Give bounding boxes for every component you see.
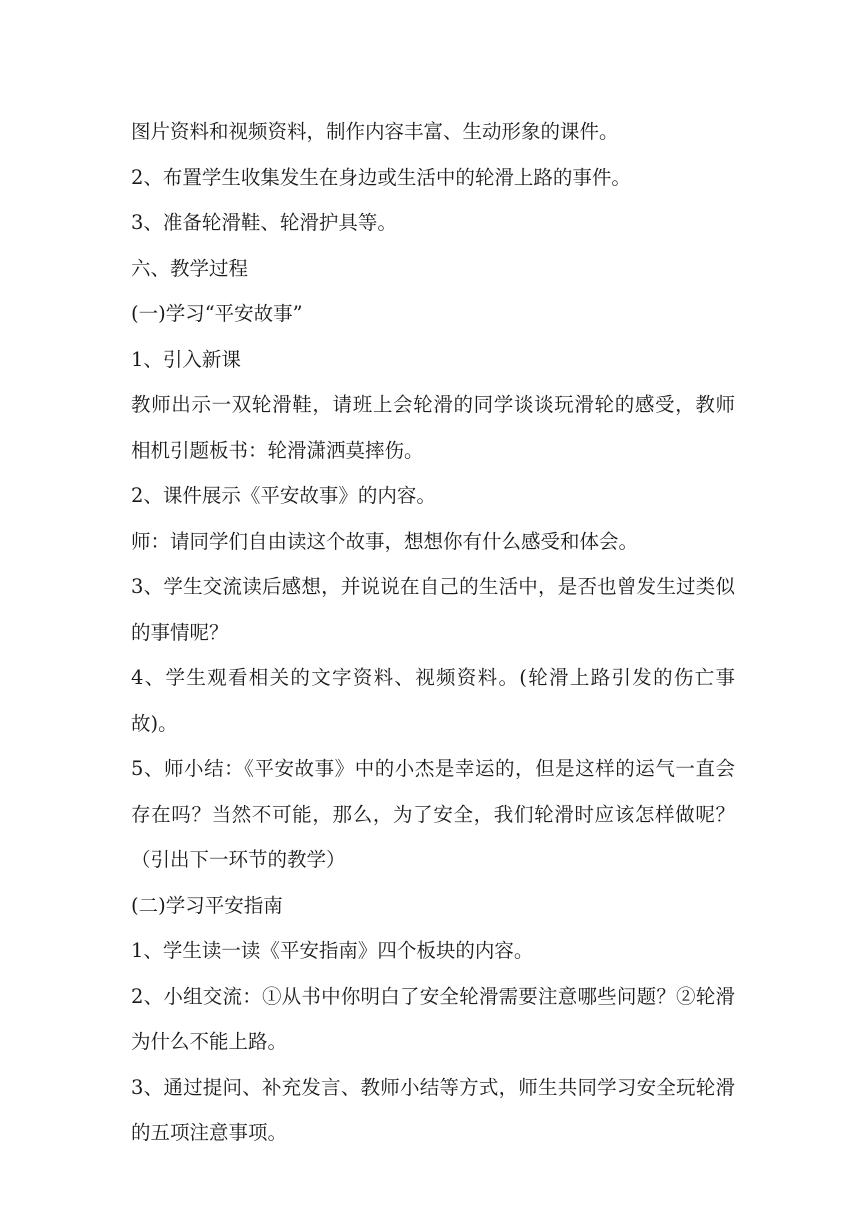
step-joint-learning: 3、通过提问、补充发言、教师小结等方式，师生共同学习安全玩轮滑的五项注意事项。: [131, 1075, 735, 1144]
paragraph-prep-item-3: 3、准备轮滑鞋、轮滑护具等。: [131, 211, 397, 234]
step-watch-materials: 4、学生观看相关的文字资料、视频资料。(轮滑上路引发的伤亡事故)。: [131, 666, 735, 735]
step-heading-introduction: 1、引入新课: [131, 347, 241, 371]
paragraph-materials-continuation: 图片资料和视频资料，制作内容丰富、生动形象的课件。: [131, 120, 619, 143]
step-teacher-summary: 5、师小结：《平安故事》中的小杰是幸运的，但是这样的运气一直会存在吗？当然不可能，那么，为了安全，我们轮滑时应该怎样做呢？（引出下一环节的教学）: [131, 757, 735, 871]
subsection-heading-safety-guide: (二)学习平安指南: [131, 893, 283, 917]
paragraph-prep-item-2: 2、布置学生收集发生在身边或生活中的轮滑上路的事件。: [131, 165, 631, 189]
step-group-discussion: 2、小组交流：①从书中你明白了安全轮滑需要注意哪些问题？②轮滑为什么不能上路。: [131, 984, 735, 1053]
step-read-guide: 1、学生读一读《平安指南》四个板块的内容。: [131, 939, 534, 962]
paragraph-teacher-instruction: 师：请同学们自由读这个故事，想想你有什么感受和体会。: [131, 529, 639, 553]
subsection-heading-safety-story: (一)学习“平安故事”: [131, 302, 303, 325]
step-student-discussion: 3、学生交流读后感想，并说说在自己的生活中，是否也曾发生过类似的事情呢？: [131, 575, 735, 644]
step-courseware-display: 2、课件展示《平安故事》的内容。: [131, 484, 436, 507]
section-heading-teaching-process: 六、教学过程: [131, 256, 249, 280]
paragraph-teacher-introduction: 教师出示一双轮滑鞋，请班上会轮滑的同学谈谈玩滑轮的感受，教师相机引题板书：轮滑潇洒莫摔伤。: [131, 393, 735, 462]
document-body: [131, 109, 735, 1156]
